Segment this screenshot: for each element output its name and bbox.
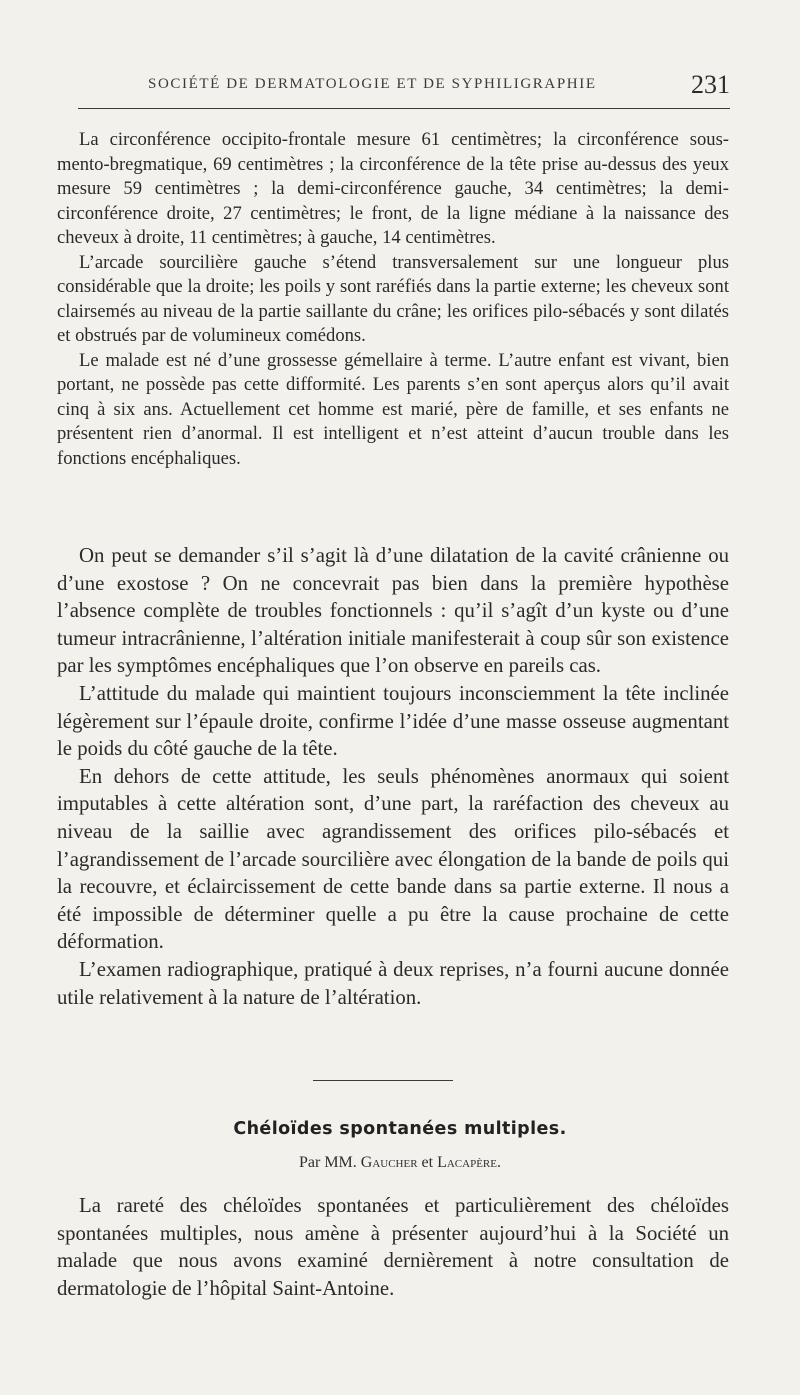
page-header [148, 70, 730, 106]
small-text-block [57, 128, 729, 471]
paragraph: Le malade est né d’une grossesse gémellaire à terme. L’autre enfant est vivant, bien portant, ne possède pas cette difformité. Les parents s’en sont aperçus alors qu’il avait cinq à six ans. Actuellement cet homme est marié, père de famille, et ses enfants ne présentent rien d’anormal. Il est intelligent et n’est atteint d’aucun trouble dans les fonctions encéphaliques. [57, 349, 729, 469]
paragraph: L’arcade sourcilière gauche s’étend transversalement sur une longueur plus considérable que la droite; les poils y sont raréfiés dans la partie externe; les cheveux sont clairsemés au niveau de la partie saillante du crâne; les orifices pilo-sébacés y sont dilatés et obstrués par de volumineux comédons. [57, 251, 729, 346]
running-head: SOCIÉTÉ DE DERMATOLOGIE ET DE SYPHILIGRAPHIE [148, 76, 597, 92]
author-name: Gaucher [360, 1154, 418, 1171]
paragraph: En dehors de cette attitude, les seuls phénomènes anormaux qui soient imputables à cette altération sont, d’une part, la raréfaction des cheveux au niveau de la saillie avec agrandissement des orifices pilo-sébacés et l’agrandissement de l’arcade sourcilière avec élongation de la bande de poils qui la recouvre, et éclaircissement de cette bande dans sa partie externe. Il nous a été impossible de déterminer quelle a pu être la cause prochaine de cette déformation. [57, 764, 729, 954]
page-number: 231 [691, 70, 730, 99]
large-text-block [57, 542, 729, 1011]
final-text-block [57, 1192, 729, 1302]
authors-prefix: Par MM. [298, 1154, 357, 1171]
paragraph: L’examen radiographique, pratiqué à deux reprises, n’a fourni aucune donnée utile relativement à la nature de l’altération. [57, 957, 729, 1009]
section-divider [313, 1080, 453, 1081]
author-name: Lacapère. [437, 1154, 501, 1171]
header-rule [78, 108, 730, 109]
paragraph: On peut se demander s’il s’agit là d’une dilatation de la cavité crânienne ou d’une exostose ? On ne concevrait pas bien dans la première hypothèse l’absence complète de troubles fonctionnels : qu’il s’agît d’un kyste ou d’une tumeur intracrânienne, l’altération initiale manifesterait à coup sûr son existence par les symptômes encéphaliques que l’on observe en pareils cas. [57, 544, 729, 678]
paragraph: La rareté des chéloïdes spontanées et particulièrement des chéloïdes spontanées multiples, nous amène à présenter aujourd’hui à la Société un malade que nous avons examiné dernièrement à notre consultation de dermatologie de l’hôpital Saint-Antoine. [57, 1194, 729, 1300]
section-authors [0, 1154, 800, 1172]
paragraph: L’attitude du malade qui maintient toujours inconsciemment la tête inclinée légèrement sur l’épaule droite, confirme l’idée d’une masse osseuse augmentant le poids du côté gauche de la tête. [57, 681, 729, 761]
paragraph: La circonférence occipito-frontale mesure 61 centimètres; la circonférence sous-mento-bregmatique, 69 centimètres ; la circonférence de la tête prise au-dessus des yeux mesure 59 centimètres ; la demi-circonférence gauche, 34 centimètres; la demi-circonférence droite, 27 centimètres; le front, de la ligne médiane à la naissance des cheveux à droite, 11 centimètres; à gauche, 14 centimètres. [57, 129, 729, 248]
authors-conjunction: et [421, 1154, 434, 1171]
section-title: Chéloïdes spontanées multiples. [233, 1119, 567, 1139]
